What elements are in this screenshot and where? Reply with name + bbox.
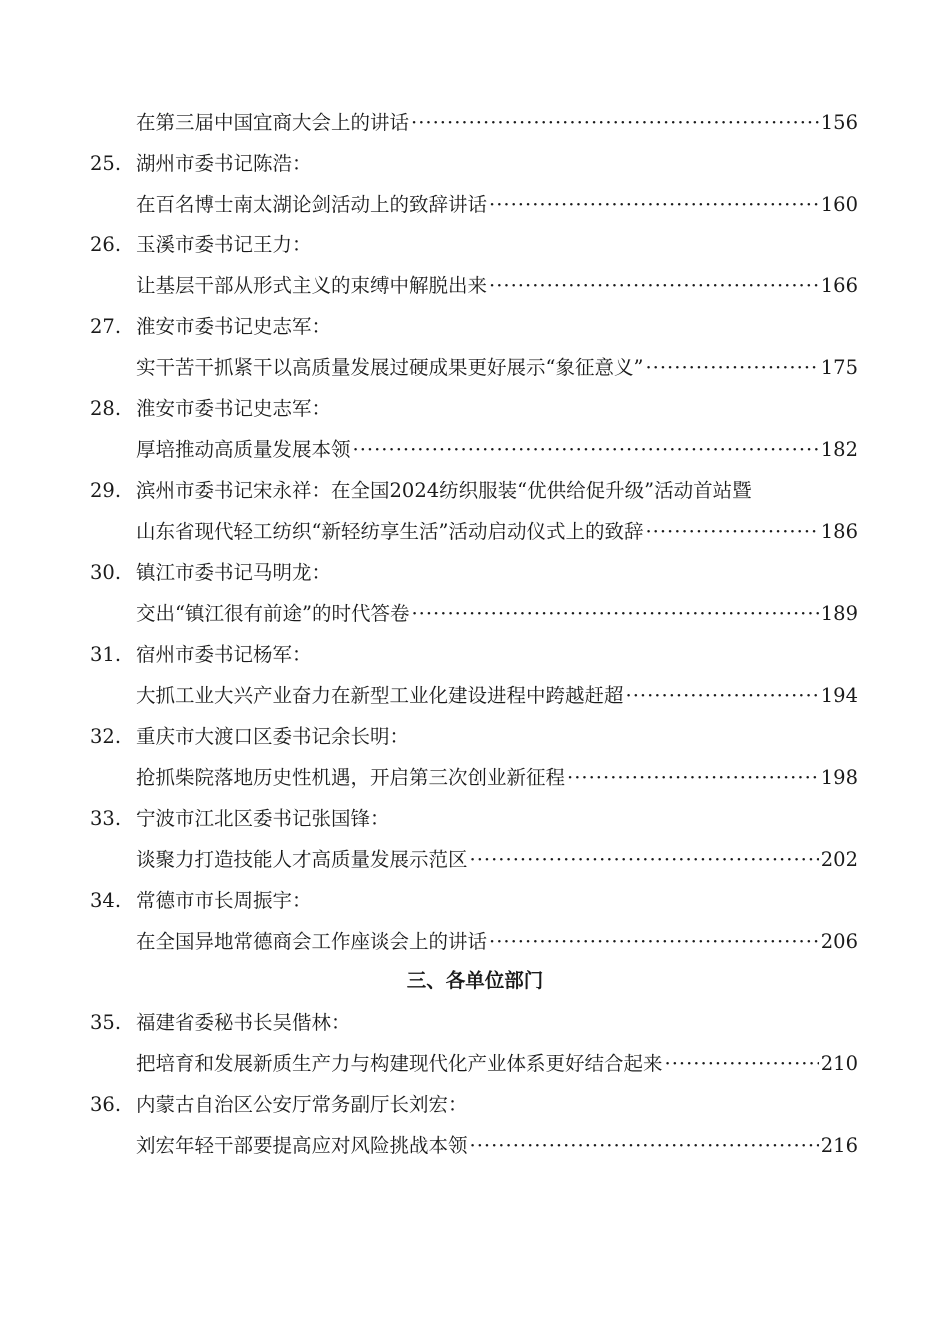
toc-head-line [0,722,950,752]
toc-entry [136,1131,858,1161]
entry-number: 25. [90,152,122,175]
toc-entry-line [0,517,950,547]
entry-author: 滨州市委书记宋永祥：在全国2024纺织服装“优供给促升级”活动首站暨 [136,479,752,502]
page-number: 160 [820,193,858,216]
entry-title: 实干苦干抓紧干以高质量发展过硬成果更好展示“象征意义” [136,356,644,379]
entry-title: 大抓工业大兴产业奋力在新型工业化建设进程中跨越赶超 [136,684,624,707]
entry-title: 谈聚力打造技能人才高质量发展示范区 [136,848,468,871]
entry-title: 把培育和发展新质生产力与构建现代化产业体系更好结合起来 [136,1052,663,1075]
leader-dots [353,435,819,465]
entry-number: 28. [90,397,122,420]
toc-head-line [0,230,950,260]
entry-author: 福建省委秘书长吴偕林： [136,1011,351,1034]
toc-entry [136,1049,858,1079]
entry-author: 内蒙古自治区公安厅常务副厅长刘宏： [136,1093,468,1116]
leader-dots [645,517,818,547]
leader-dots [489,927,819,957]
entry-author: 重庆市大渡口区委书记余长明： [136,725,410,748]
entry-number: 35. [90,1011,122,1034]
toc-entry [136,108,858,138]
toc-entry-line [0,1131,950,1161]
toc-entry [136,845,858,875]
page-number: 175 [820,356,858,379]
leader-dots [489,271,819,301]
toc-entry-line [0,271,950,301]
toc-head-line [0,394,950,424]
page-number: 202 [820,848,858,871]
entry-number: 31. [90,643,122,666]
leader-dots [411,599,818,629]
toc-head-line [0,1090,950,1120]
page-number: 182 [820,438,858,461]
leader-dots [470,845,819,875]
toc-head-line [0,149,950,179]
page-number: 198 [820,766,858,789]
entry-author: 常德市市长周振宇： [136,889,312,912]
page-number: 156 [820,111,858,134]
toc-entry-line [0,108,950,138]
toc-entry [136,435,858,465]
entry-number: 26. [90,233,122,256]
entry-title: 让基层干部从形式主义的束缚中解脱出来 [136,274,488,297]
toc-head-line [0,476,950,506]
toc-entry-line [0,435,950,465]
toc-entry-line [0,927,950,957]
entry-title: 在全国异地常德商会工作座谈会上的讲话 [136,930,488,953]
toc-entry-line [0,763,950,793]
entry-title: 交出“镇江很有前途”的时代答卷 [136,602,410,625]
entry-author: 湖州市委书记陈浩： [136,152,312,175]
toc-head-line [0,558,950,588]
toc-head-line [0,886,950,916]
toc-entry-line [0,599,950,629]
leader-dots [665,1049,819,1079]
entry-number: 32. [90,725,122,748]
toc-entry-line [0,190,950,220]
leader-dots [567,763,819,793]
toc-head-line [0,1008,950,1038]
toc-entry [136,190,858,220]
entry-number: 30. [90,561,122,584]
toc-entry [136,271,858,301]
page-number: 206 [820,930,858,953]
entry-number: 29. [90,479,122,502]
entry-author: 淮安市委书记史志军： [136,397,332,420]
entry-title: 山东省现代轻工纺织“新轻纺享生活”活动启动仪式上的致辞 [136,520,644,543]
entry-author: 宁波市江北区委书记张国锋： [136,807,390,830]
entry-title: 在第三届中国宜商大会上的讲话 [136,111,410,134]
leader-dots [626,681,819,711]
toc-entry-line [0,353,950,383]
toc-entry-line [0,681,950,711]
entry-title: 刘宏年轻干部要提高应对风险挑战本领 [136,1134,468,1157]
toc-entry [136,353,858,383]
leader-dots [470,1131,819,1161]
page-number: 210 [820,1052,858,1075]
toc-entry [136,927,858,957]
page-number: 186 [820,520,858,543]
toc-entry [136,763,858,793]
toc-entry-line [0,1049,950,1079]
toc-entry [136,517,858,547]
entry-author: 宿州市委书记杨军： [136,643,312,666]
entry-author: 淮安市委书记史志军： [136,315,332,338]
section-heading: 三、各单位部门 [406,969,544,992]
entry-title: 在百名博士南太湖论剑活动上的致辞讲话 [136,193,488,216]
entry-number: 27. [90,315,122,338]
page-number: 216 [820,1134,858,1157]
toc-entry [136,599,858,629]
page-number: 166 [820,274,858,297]
toc-head-line [0,640,950,670]
entry-number: 33. [90,807,122,830]
page-number: 189 [820,602,858,625]
toc-head-line [0,804,950,834]
entry-author: 镇江市委书记马明龙： [136,561,332,584]
entry-number: 36. [90,1093,122,1116]
entry-author: 玉溪市委书记王力： [136,233,312,256]
toc-entry [136,681,858,711]
entry-title: 厚培推动高质量发展本领 [136,438,351,461]
leader-dots [645,353,818,383]
leader-dots [411,108,819,138]
entry-number: 34. [90,889,122,912]
page-number: 194 [820,684,858,707]
leader-dots [489,190,819,220]
toc-head-line [0,312,950,342]
toc-entry-line [0,845,950,875]
entry-title: 抢抓柴院落地历史性机遇，开启第三次创业新征程 [136,766,566,789]
